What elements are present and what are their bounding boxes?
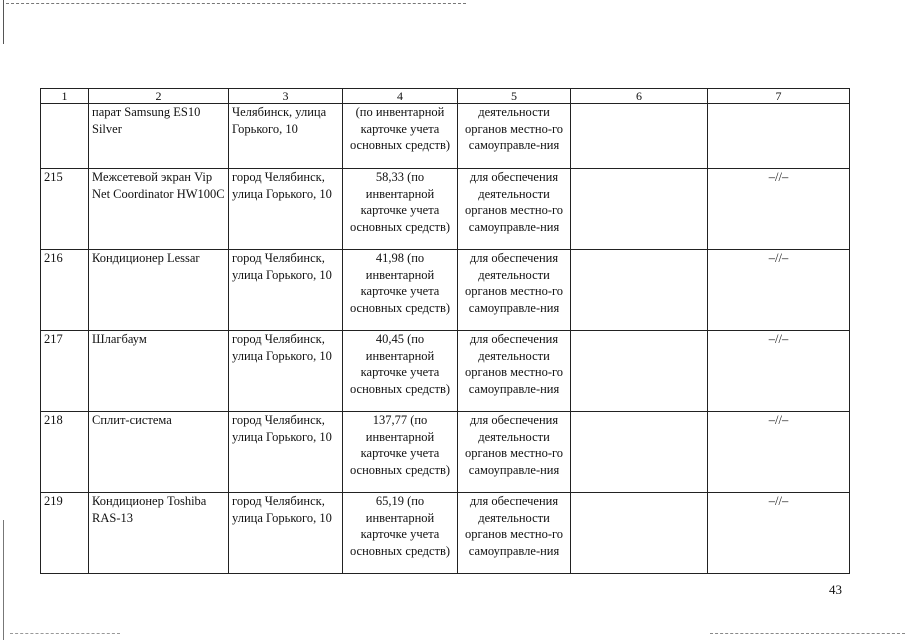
col6-cell xyxy=(571,169,708,250)
item-name-cell: Межсетевой экран Vip Net Coordinator HW100C xyxy=(89,169,229,250)
col6-cell xyxy=(571,104,708,169)
row-number-cell: 217 xyxy=(41,331,89,412)
address-cell: город Челябинск, улица Горького, 10 xyxy=(229,250,343,331)
column-number: 3 xyxy=(229,89,343,104)
row-number-cell xyxy=(41,104,89,169)
col7-cell xyxy=(708,104,850,169)
table-row xyxy=(41,331,850,412)
address-cell: город Челябинск, улица Горького, 10 xyxy=(229,331,343,412)
row-number-cell: 215 xyxy=(41,169,89,250)
item-name-cell: Кондиционер Toshiba RAS-13 xyxy=(89,493,229,574)
col7-cell: –//– xyxy=(708,331,850,412)
column-number: 2 xyxy=(89,89,229,104)
purpose-cell: для обеспечения деятельности органов местно-го самоуправле-ния xyxy=(458,412,571,493)
scan-edge-left-lower xyxy=(3,520,4,640)
value-cell: 65,19 (по инвентарной карточке учета основных средств) xyxy=(343,493,458,574)
property-register-table xyxy=(40,88,850,574)
purpose-cell: для обеспечения деятельности органов местно-го самоуправле-ния xyxy=(458,250,571,331)
value-cell: 137,77 (по инвентарной карточке учета основных средств) xyxy=(343,412,458,493)
col7-cell: –//– xyxy=(708,250,850,331)
address-cell: город Челябинск, улица Горького, 10 xyxy=(229,412,343,493)
row-number-cell: 216 xyxy=(41,250,89,331)
value-cell: 58,33 (по инвентарной карточке учета основных средств) xyxy=(343,169,458,250)
purpose-cell: для обеспечения деятельности органов местно-го самоуправле-ния xyxy=(458,331,571,412)
table-row xyxy=(41,493,850,574)
value-cell: (по инвентарной карточке учета основных средств) xyxy=(343,104,458,169)
item-name-cell: Шлагбаум xyxy=(89,331,229,412)
row-number-cell: 218 xyxy=(41,412,89,493)
item-name-cell: Кондиционер Lessar xyxy=(89,250,229,331)
item-name-cell: парат Samsung ES10 Silver xyxy=(89,104,229,169)
page-number: 43 xyxy=(829,582,842,597)
col6-cell xyxy=(571,412,708,493)
column-number-row xyxy=(41,89,850,104)
purpose-cell: для обеспечения деятельности органов местно-го самоуправле-ния xyxy=(458,493,571,574)
table-row-continued xyxy=(41,104,850,169)
value-cell: 40,45 (по инвентарной карточке учета основных средств) xyxy=(343,331,458,412)
column-number: 7 xyxy=(708,89,850,104)
item-name-cell: Сплит-система xyxy=(89,412,229,493)
col7-cell: –//– xyxy=(708,412,850,493)
col6-cell xyxy=(571,331,708,412)
table-row xyxy=(41,169,850,250)
column-number: 6 xyxy=(571,89,708,104)
address-cell: город Челябинск, улица Горького, 10 xyxy=(229,169,343,250)
scan-edge-top xyxy=(6,3,466,4)
col6-cell xyxy=(571,493,708,574)
table-row xyxy=(41,412,850,493)
col6-cell xyxy=(571,250,708,331)
scan-edge-bottom xyxy=(710,633,905,634)
column-number: 4 xyxy=(343,89,458,104)
scan-edge-bottom-left xyxy=(10,633,120,634)
purpose-cell: деятельности органов местно-го самоуправле-ния xyxy=(458,104,571,169)
col7-cell: –//– xyxy=(708,169,850,250)
purpose-cell: для обеспечения деятельности органов местно-го самоуправле-ния xyxy=(458,169,571,250)
column-number: 5 xyxy=(458,89,571,104)
address-cell: Челябинск, улица Горького, 10 xyxy=(229,104,343,169)
address-cell: город Челябинск, улица Горького, 10 xyxy=(229,493,343,574)
scan-edge-left xyxy=(3,0,4,44)
value-cell: 41,98 (по инвентарной карточке учета основных средств) xyxy=(343,250,458,331)
column-number: 1 xyxy=(41,89,89,104)
table-row xyxy=(41,250,850,331)
col7-cell: –//– xyxy=(708,493,850,574)
row-number-cell: 219 xyxy=(41,493,89,574)
